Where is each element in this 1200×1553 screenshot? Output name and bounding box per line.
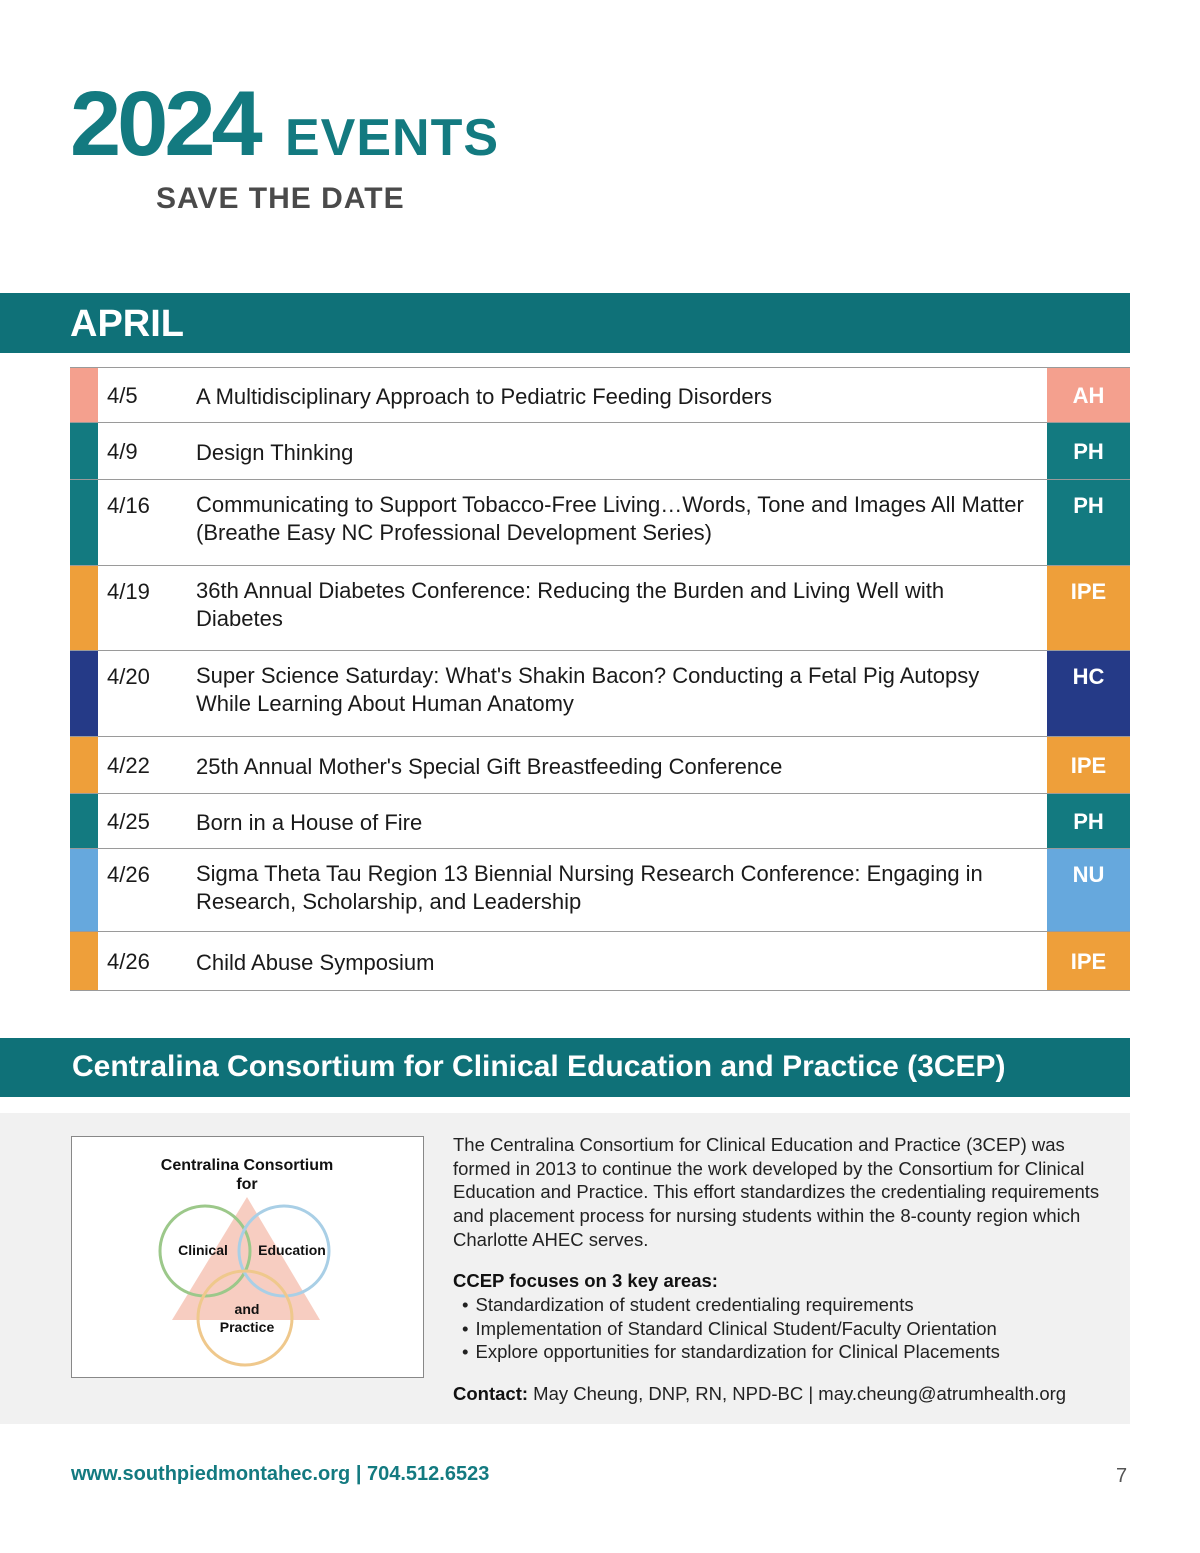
diagram-practice-label: Practice [219,1319,275,1335]
event-title: Born in a House of Fire [196,810,423,835]
event-row [70,480,1130,566]
event-color-stripe [70,932,98,990]
diagram-clinical-label: Clinical [178,1242,228,1258]
event-date: 4/25 [107,809,150,834]
event-color-stripe [70,849,98,931]
event-color-stripe [70,651,98,736]
event-date: 4/26 [107,862,150,887]
consortium-banner [0,1038,1130,1097]
events-table [70,367,1130,991]
contact-label: Contact: [453,1383,529,1404]
event-date: 4/9 [107,439,138,464]
event-category-badge: IPE [1047,566,1130,650]
page-subtitle: SAVE THE DATE [156,182,405,215]
event-row [70,423,1130,480]
event-color-stripe [70,368,98,422]
event-title: Child Abuse Symposium [196,950,435,975]
event-date: 4/16 [107,493,150,518]
event-row [70,737,1130,794]
event-color-stripe [70,566,98,650]
event-category-badge: PH [1047,480,1130,565]
venn-diagram [72,1137,423,1377]
event-date: 4/5 [107,383,138,408]
event-row [70,651,1130,737]
event-date: 4/26 [107,949,150,974]
event-row [70,566,1130,651]
event-category-badge: AH [1047,368,1130,422]
event-color-stripe [70,480,98,565]
event-category-badge: IPE [1047,932,1130,990]
event-category-badge: PH [1047,794,1130,848]
event-color-stripe [70,737,98,793]
event-title: 25th Annual Mother's Special Gift Breastfeeding Conference [196,754,783,779]
footer-website-phone[interactable]: www.southpiedmontahec.org | 704.512.6523 [71,1463,490,1485]
event-category-badge: NU [1047,849,1130,931]
focus-item: • Implementation of Standard Clinical Student/Faculty Orientation [462,1317,1000,1341]
page-title-events: EVENTS [285,109,500,167]
page-number: 7 [1116,1465,1128,1487]
focus-list [462,1293,1000,1364]
event-row [70,932,1130,991]
event-date: 4/19 [107,579,150,604]
event-title: Communicating to Support Tobacco-Free Living…Words, Tone and Images All Matter (Breathe Easy NC Professional Development Series) [196,492,1024,545]
event-category-badge: PH [1047,423,1130,479]
event-title: 36th Annual Diabetes Conference: Reducing the Burden and Living Well with Diabetes [196,578,945,631]
diagram-title-line1: Centralina Consortium [160,1157,334,1174]
consortium-description: The Centralina Consortium for Clinical Education and Practice (3CEP) was formed in 2013 to continue the work developed by the Consortium for Clinical Education and Practice. This effort standardizes the credentialing requirements and placement process for nursing students within the 8-county region which Charlotte AHEC serves. [453,1134,1100,1250]
event-title: Design Thinking [196,440,354,465]
diagram-title-line2: for [236,1176,258,1193]
event-title: Sigma Theta Tau Region 13 Biennial Nursing Research Conference: Engaging in Research, Scholarship, and Leadership [196,861,983,914]
event-row [70,849,1130,932]
event-title: A Multidisciplinary Approach to Pediatric Feeding Disorders [196,384,772,409]
page-title-year: 2024 [70,73,259,175]
consortium-heading: Centralina Consortium for Clinical Education and Practice (3CEP) [72,1050,1006,1083]
diagram-education-label: Education [258,1242,326,1258]
event-color-stripe [70,423,98,479]
event-color-stripe [70,794,98,848]
focus-heading: CCEP focuses on 3 key areas: [453,1270,718,1291]
event-date: 4/20 [107,664,150,689]
event-category-badge: IPE [1047,737,1130,793]
month-banner [0,293,1130,353]
contact-line [453,1383,1066,1405]
month-label: APRIL [70,303,184,345]
event-category-badge: HC [1047,651,1130,736]
diagram-and-label: and [234,1301,260,1317]
event-date: 4/22 [107,753,150,778]
event-row [70,794,1130,849]
event-title: Super Science Saturday: What's Shakin Bacon? Conducting a Fetal Pig Autopsy While Learning About Human Anatomy [196,663,980,716]
contact-value[interactable]: May Cheung, DNP, RN, NPD-BC | may.cheung@atrumhealth.org [533,1383,1067,1404]
focus-item: • Explore opportunities for standardization for Clinical Placements [462,1340,1000,1364]
event-row [70,368,1130,423]
focus-item: • Standardization of student credentialing requirements [462,1293,1000,1317]
consortium-diagram [71,1136,424,1378]
